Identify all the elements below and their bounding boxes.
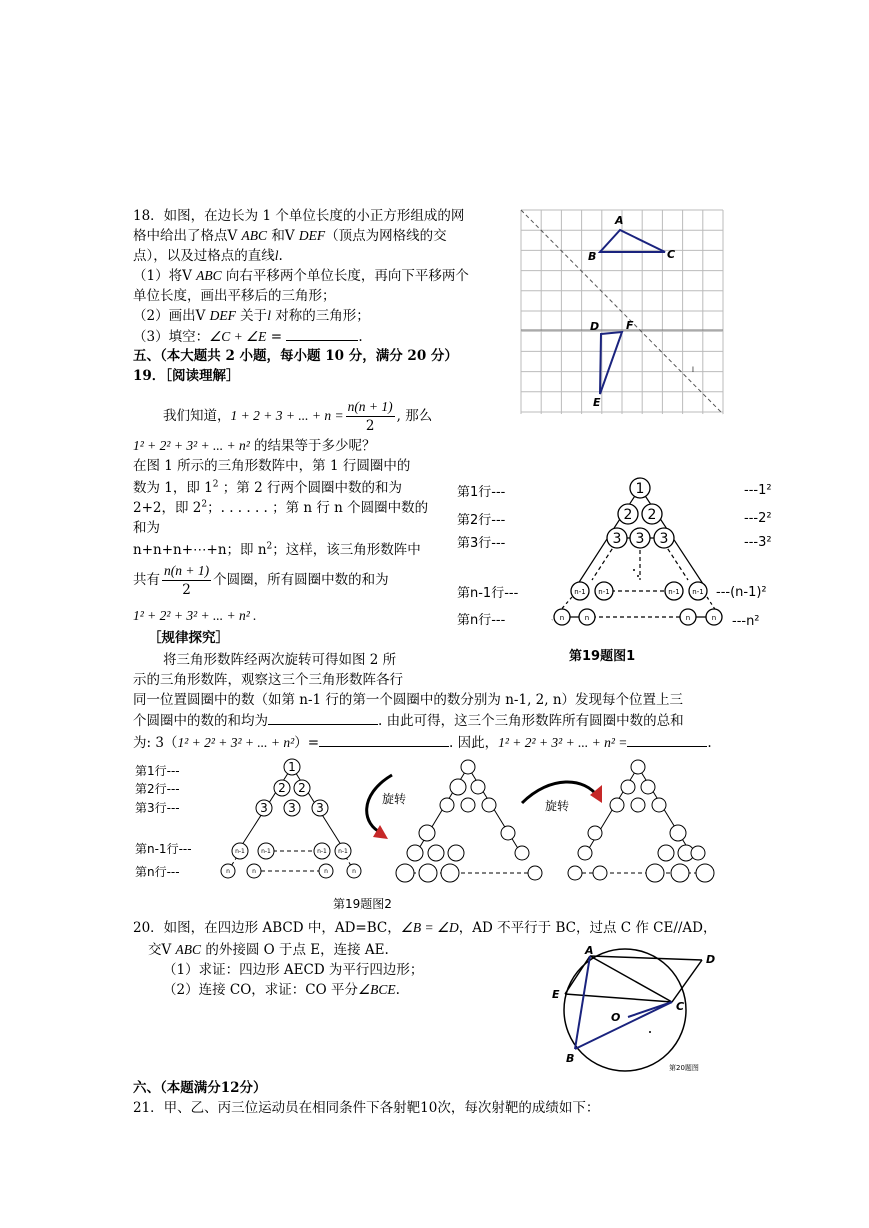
fig2-circle-n-1a: n-1 [235,848,245,855]
fig2-circle-nd: n [352,868,356,875]
triangle-abc [600,230,665,252]
fig1-circle-1: 1 [635,481,645,497]
fig1-row-n-1: 第n-1行--- [457,586,519,601]
fig1-circle-2b: 2 [647,507,657,523]
label-e: E [552,988,560,1001]
q18-line6: （2）画出V DEF 关于l 对称的三角形； [133,308,370,324]
label-d: D [706,953,716,966]
fig2-circle-na: n [226,868,230,875]
fig2-circle-n-1b: n-1 [261,848,271,855]
fig2-circle-3c: 3 [316,801,324,815]
q19-para3: 在图 1 所示的三角形数阵中，第 1 行圆圈中的 [133,458,411,474]
fig1-right-1: ---1² [744,483,772,498]
fig1-circle-n-1a: n-1 [574,588,586,596]
fig2-circle-n-1d: n-1 [338,848,348,855]
label-b: B [588,250,597,263]
fig1-circle-na: n [559,614,565,622]
fig1-right-2: ---2² [744,511,772,526]
q19-para8: 共有 $\frac{n(n + 1)}{2}$ 个圆圈，所有圆圈中数的和为 [133,563,389,598]
q21-line1: 21．甲、乙、丙三位运动员在相同条件下各射靶10次，每次射靶的成绩如下： [133,1100,600,1116]
fig1-circle-2a: 2 [623,507,633,523]
q18-line1: 18．如图，在边长为 1 个单位长度的小正方形组成的网 [133,208,465,224]
q19-rule-line4: 个圆圈中的数的和均为 . 由此可得，这三个三角形数阵所有圆圈中数的总和 [133,710,684,731]
fig1-row-1: 第1行--- [457,485,506,500]
fig2-caption: 第19题图2 [333,897,392,911]
fig1-row-2: 第2行--- [457,513,506,528]
label-a: A [615,214,624,227]
label-c: C [676,1000,685,1013]
q19-rule-line2: 示的三角形数阵，观察这三个三角形数阵各行 [133,672,403,688]
fig1-right-n: ---n² [732,614,760,629]
q19-para5: 2+2，即 $2^2$；. . . . . . ；第 n 行 n 个圆圈中数的 [133,499,429,516]
q19-para7: n+n+n+⋯+n；即 $n^2$；这样，该三角形数阵中 [133,541,421,558]
label-l: l [692,366,694,374]
q19-title: 19．［阅读理解］ [133,368,240,384]
q20-caption: 第20题图 [669,1064,699,1072]
fig2-circle-n-1c: n-1 [317,848,327,855]
q20-line2: 交V ABC 的外接圆 O 于点 E，连接 AE. [148,942,389,958]
fig2-circle-3b: 3 [288,801,296,815]
fig1-circle-3b: 3 [635,531,645,547]
q19-para2: 1² + 2² + 3² + ... + n² 的结果等于多少呢？ [133,438,376,454]
q19-figure-2 [130,755,730,915]
q19-para4: 数为 1，即 $1^2$ ；第 2 行两个圆圈中数的和为 [133,479,402,496]
fig2-circle-1: 1 [288,760,296,774]
q19-rule-title: ［规律探究］ [148,630,229,646]
fig1-circle-nd: n [711,614,717,622]
fig1-right-3: ---3² [744,535,772,550]
label-e: E [593,396,601,409]
label-f: F [626,319,634,332]
rotate-arrow-2-head [590,785,602,803]
fig1-circle-n-1d: n-1 [692,588,704,596]
label-c: C [667,248,676,261]
fig2-row-n-1: 第n-1行--- [135,842,192,856]
fig1-circle-n-1b: n-1 [598,588,610,596]
fig1-right-n-1: ---(n-1)² [716,585,767,600]
fig1-circle-3c: 3 [659,531,669,547]
q20-line4: （2）连接 CO，求证：CO 平分∠BCE. [163,982,400,998]
fig1-caption: 第19题图1 [569,649,636,664]
q19-para6: 和为 [133,520,160,536]
q19-para9: 1² + 2² + 3² + ... + n² . [133,608,257,623]
q18-line7: （3）填空：∠C + ∠E = . [133,326,363,347]
q19-para1: 我们知道，1 + 2 + 3 + ... + n = $\frac{n(n + 1)}{2}$ , 那么 [163,399,433,434]
q20-circle-figure [545,942,735,1077]
section-6-heading: 六、（本题满分12分） [133,1080,267,1096]
fig2-circle-2b: 2 [298,781,306,795]
label-a: A [585,944,594,957]
q18-line3: 点），以及过格点的直线l. [133,248,283,264]
q19-figure-1 [452,470,802,670]
triangle-def [600,332,622,394]
fig1-circle-nc: n [685,614,691,622]
fig2-circle-nc: n [324,868,328,875]
q20-line3: （1）求证：四边形 AECD 为平行四边形； [163,962,424,978]
fig2-rotate-label-1: 旋转 [382,792,407,806]
q18-line5: 单位长度，画出平移后的三角形； [133,288,336,304]
label-o: O [611,1011,621,1024]
fig1-row-3: 第3行--- [457,536,506,551]
fig2-rotate-label-2: 旋转 [545,799,570,813]
fig2-circle-nb: n [252,868,256,875]
fig2-row-1: 第1行--- [135,764,180,778]
fig2-row-3: 第3行--- [135,801,180,815]
q19-rule-line1: 将三角形数阵经两次旋转可得如图 2 所 [163,652,397,668]
fig1-circle-nb: n [584,614,590,622]
fig2-circle-3a: 3 [260,801,268,815]
q19-rule-line5: 为: 3（1² + 2² + 3² + ... + n²）= . 因此，1² + 2² + 3² + ... + n² = . [133,732,712,753]
fig2-circle-2a: 2 [278,781,286,795]
q18-grid-figure [519,208,725,416]
fig1-row-n: 第n行--- [457,613,506,628]
q18-line4: （1）将V ABC 向右平移两个单位长度，再向下平移两个 [133,268,469,284]
section-5-heading: 五、（本大题共 2 小题，每小题 10 分，满分 20 分） [133,348,458,364]
fig1-circle-3a: 3 [612,531,622,547]
label-b: B [566,1052,575,1065]
q19-rule-line3: 同一位置圆圈中的数（如第 n-1 行的第一个圆圈中的数分别为 n-1, 2, n）发现每个位置上三 [133,692,684,708]
fig1-circle-n-1c: n-1 [668,588,680,596]
q18-line2: 格中给出了格点V ABC 和V DEF（顶点为网格线的交 [133,228,447,244]
q20-line1: 20．如图，在四边形 ABCD 中，AD=BC，∠B = ∠D，AD 不平行于 BC，过点 C 作 CE//AD， [133,920,717,936]
fig2-row-n: 第n行--- [135,865,180,879]
label-d: D [590,320,600,333]
fig2-row-2: 第2行--- [135,782,180,796]
